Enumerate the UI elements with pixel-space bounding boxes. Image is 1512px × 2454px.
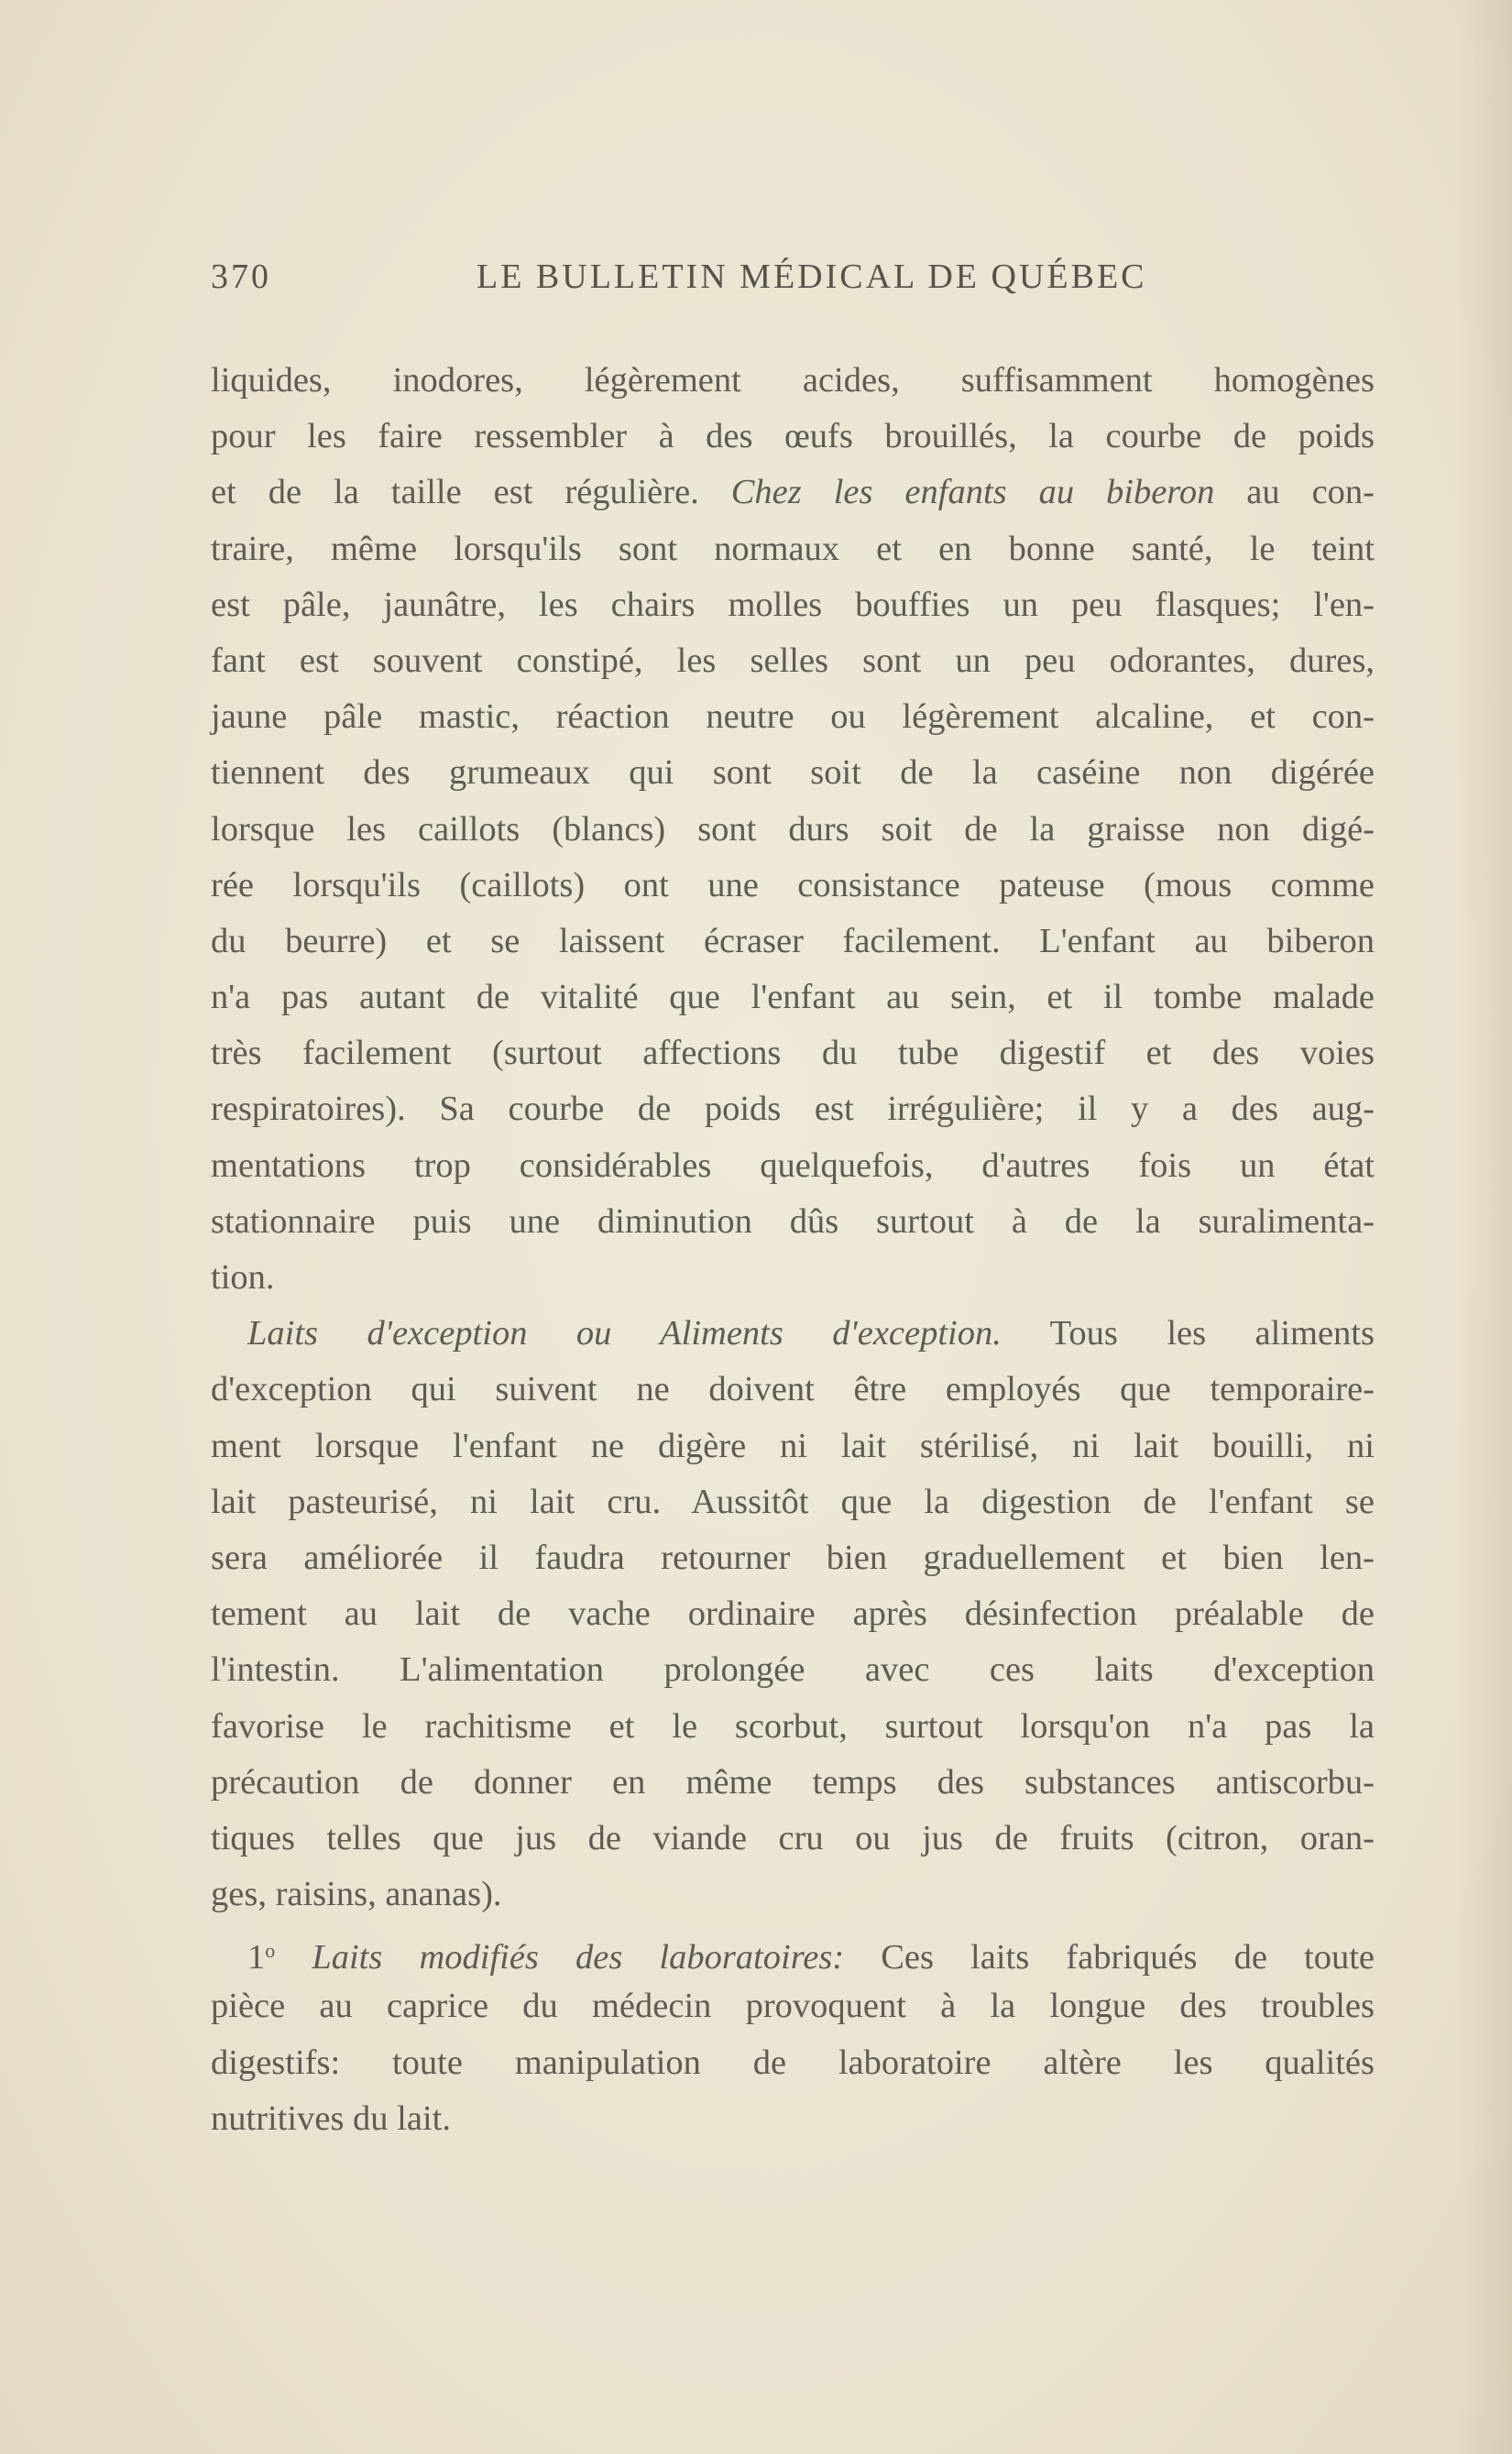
text-line: lait pasteurisé, ni lait cru. Aussitôt que la digestion de l'enfant se <box>211 1482 1375 1521</box>
text-line: favorise le rachitisme et le scorbut, surtout lorsqu'on n'a pas la <box>211 1706 1375 1746</box>
text-segment: Ces laits fabriqués de toute <box>844 1938 1375 1977</box>
text-line: précaution de donner en même temps des substances antiscorbu- <box>211 1762 1375 1802</box>
italic-phrase: Laits modifiés des laboratoires: <box>312 1938 845 1977</box>
text-line: ges, raisins, ananas). <box>211 1875 502 1914</box>
running-header <box>211 257 1375 312</box>
text-segment: 1 <box>247 1938 266 1977</box>
page-number: 370 <box>211 257 271 296</box>
text-line: du beurre) et se laissent écraser facilement. L'enfant au biberon <box>211 921 1375 960</box>
text-line: respiratoires). Sa courbe de poids est irrégulière; il y a des aug- <box>211 1090 1375 1129</box>
text-segment: Tous les aliments <box>1001 1314 1375 1353</box>
body-text <box>211 353 1375 2147</box>
text-line: d'exception qui suivent ne doivent être employés que temporaire- <box>211 1370 1375 1409</box>
text-line: liquides, inodores, légèrement acides, suffisamment homogènes <box>211 361 1375 400</box>
text-line: est pâle, jaunâtre, les chairs molles bouffies un peu flasques; l'en- <box>211 585 1375 624</box>
text-line <box>211 465 1375 520</box>
text-line: pièce au caprice du médecin provoquent à la longue des troubles <box>211 1987 1375 2026</box>
text-line: tion. <box>211 1258 275 1297</box>
text-line: n'a pas autant de vitalité que l'enfant au sein, et il tombe malade <box>211 978 1375 1017</box>
text-line: tiques telles que jus de viande cru ou jus de fruits (citron, oran- <box>211 1818 1375 1857</box>
text-line: ment lorsque l'enfant ne digère ni lait stérilisé, ni lait bouilli, ni <box>211 1426 1375 1465</box>
text-line <box>211 1306 1375 1362</box>
text-line: stationnaire puis une diminution dûs surtout à de la suralimenta- <box>211 1201 1375 1241</box>
italic-phrase: Chez les enfants au biberon <box>730 473 1215 512</box>
text-line: nutritives du lait. <box>211 2098 451 2138</box>
text-segment <box>275 1938 312 1977</box>
text-segment: o <box>265 1939 276 1963</box>
text-line: tement au lait de vache ordinaire après désinfection préalable de <box>211 1594 1375 1634</box>
text-line: mentations trop considérables quelquefois, d'autres fois un état <box>211 1145 1375 1185</box>
text-line: pour les faire ressembler à des œufs brouillés, la courbe de poids <box>211 417 1375 456</box>
text-line: jaune pâle mastic, réaction neutre ou légèrement alcaline, et con- <box>211 697 1375 737</box>
text-line: tiennent des grumeaux qui sont soit de la caséine non digérée <box>211 753 1375 793</box>
text-line: l'intestin. L'alimentation prolongée avec ces laits d'exception <box>211 1650 1375 1690</box>
text-line: très facilement (surtout affections du tube digestif et des voies <box>211 1034 1375 1073</box>
running-title: LE BULLETIN MÉDICAL DE QUÉBEC <box>477 257 1147 296</box>
text-line: lorsque les caillots (blancs) sont durs soit de la graisse non digé- <box>211 809 1375 849</box>
text-segment: au con- <box>1214 473 1375 512</box>
paper-edge-shadow <box>1457 0 1512 2454</box>
text-line: digestifs: toute manipulation de laboratoire altère les qualités <box>211 2043 1375 2082</box>
text-line: rée lorsqu'ils (caillots) ont une consistance pateuse (mous comme <box>211 865 1375 904</box>
text-line: traire, même lorsqu'ils sont normaux et en bonne santé, le teint <box>211 529 1375 568</box>
italic-phrase: Laits d'exception ou Aliments d'exception. <box>247 1314 1002 1353</box>
text-segment: et de la taille est régulière. <box>211 473 731 512</box>
text-line: fant est souvent constipé, les selles sont un peu odorantes, dures, <box>211 641 1375 680</box>
text-line <box>211 1923 1375 1978</box>
text-line: sera améliorée il faudra retourner bien graduellement et bien len- <box>211 1538 1375 1577</box>
